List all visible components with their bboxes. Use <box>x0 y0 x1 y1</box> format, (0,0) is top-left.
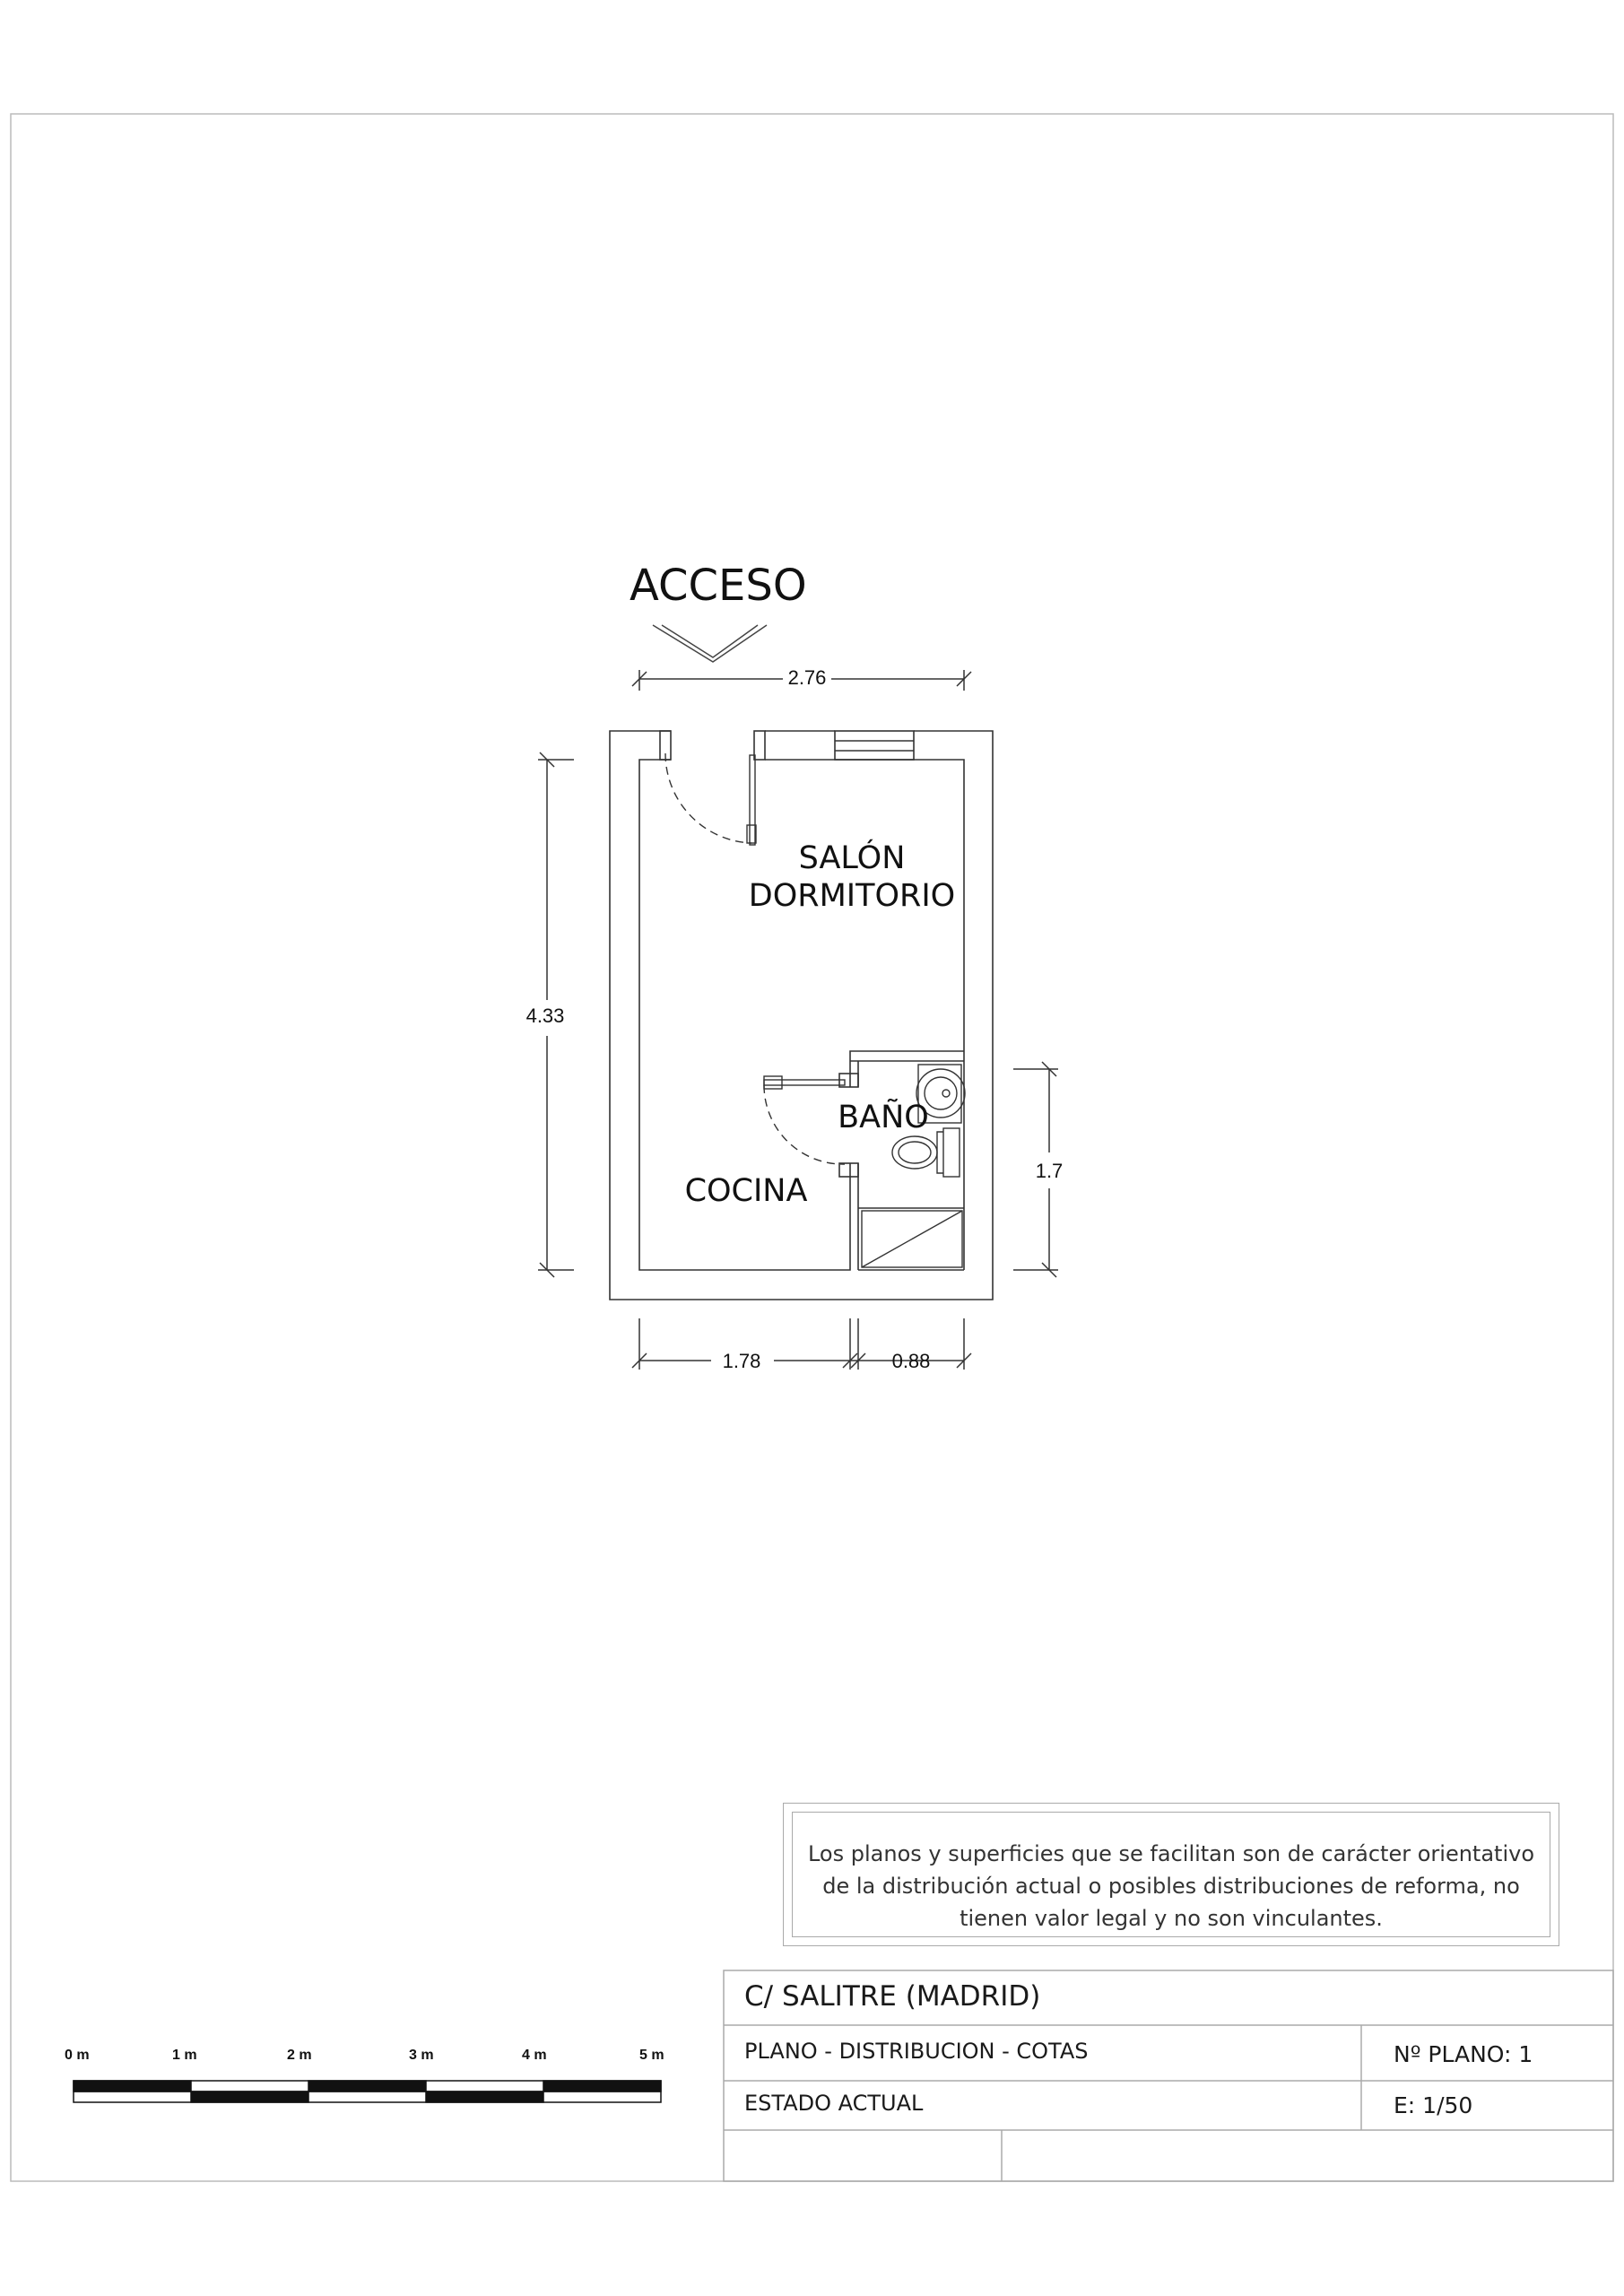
title-state: ESTADO ACTUAL <box>744 2091 924 2116</box>
shower-tray <box>858 1208 964 1267</box>
dimension-bottom-left-label: 1.78 <box>722 1350 761 1372</box>
room-label-salon-line1: SALÓN <box>798 840 906 876</box>
access-label: ACCESO <box>630 561 807 611</box>
dimension-right-label: 1.7 <box>1035 1160 1064 1182</box>
dimension-top-label: 2.76 <box>787 666 827 689</box>
room-label-cocina: COCINA <box>684 1173 808 1209</box>
room-label-salon-line2: DORMITORIO <box>748 878 956 914</box>
scale-label-5: 5 m <box>639 2048 664 2063</box>
room-label-bano: BAÑO <box>838 1100 929 1135</box>
entrance-door <box>665 753 756 845</box>
title-plan-title: PLANO - DISTRIBUCION - COTAS <box>744 2039 1089 2064</box>
scale-label-1: 1 m <box>172 2048 197 2063</box>
title-scale: E: 1/50 <box>1394 2092 1473 2118</box>
disclaimer-inner-frame <box>792 1812 1550 1937</box>
disclaimer-box <box>783 1803 1559 1946</box>
scale-label-0: 0 m <box>65 2048 90 2063</box>
room-label-salon <box>735 839 968 915</box>
walls <box>610 731 993 1300</box>
scale-label-3: 3 m <box>409 2048 434 2063</box>
disclaimer-text: Los planos y superficies que se facilitan son de carácter orientativo de la distribución actual o posibles distribuciones de reforma, no tienen valor legal y no son vinculantes. <box>807 1841 1535 1931</box>
title-plan-number: Nº PLANO: 1 <box>1394 2041 1533 2067</box>
scale-bar <box>74 2081 661 2102</box>
dimension-left-label: 4.33 <box>525 1004 565 1027</box>
bathroom-door <box>764 1076 845 1164</box>
scale-label-4: 4 m <box>522 2048 547 2063</box>
scale-label-2: 2 m <box>287 2048 312 2063</box>
title-address: C/ SALITRE (MADRID) <box>744 1980 1041 2013</box>
dimension-bottom-right-label: 0.88 <box>891 1350 931 1372</box>
